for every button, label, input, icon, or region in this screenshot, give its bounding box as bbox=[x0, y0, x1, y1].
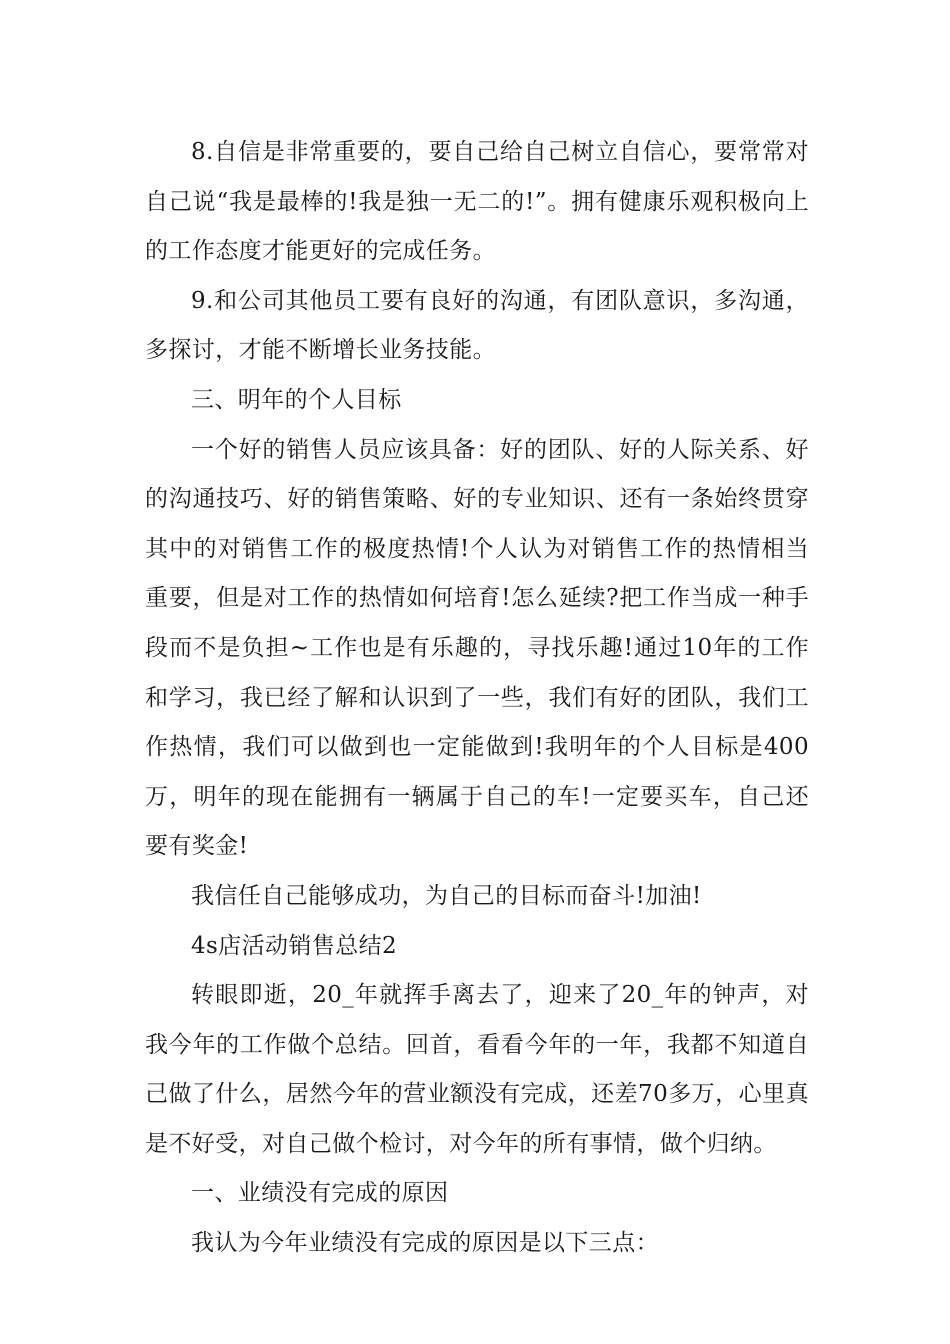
paragraph-sales-qualities: 一个好的销售人员应该具备：好的团队、好的人际关系、好的沟通技巧、好的销售策略、好的专业知识、还有一条始终贯穿其中的对销售工作的极度热情!个人认为对销售工作的热情相当重要，但是对工作的热情如何培育!怎么延续?把工作当成一种手段而不是负担~工作也是有乐趣的，寻找乐趣!通过10年的工作和学习，我已经了解和认识到了一些，我们有好的团队，我们工作热情，我们可以做到也一定能做到!我明年的个人目标是400万，明年的现在能拥有一辆属于自己的车!一定要买车，自己还要有奖金! bbox=[145, 436, 809, 860]
paragraph-communication: 9.和公司其他员工要有良好的沟通，有团队意识，多沟通，多探讨，才能不断增长业务技能。 bbox=[145, 287, 809, 364]
section-heading-next-year-goals: 三、明年的个人目标 bbox=[191, 386, 402, 413]
paragraph-belief: 我信任自己能够成功，为自己的目标而奋斗!加油! bbox=[191, 882, 702, 909]
paragraph-year-review: 转眼即逝，20_年就挥手离去了，迎来了20_年的钟声，对我今年的工作做个总结。回首，看看今年的一年，我都不知道自己做了什么，居然今年的营业额没有完成，还差70多万，心里真是不好受，对自己做个检讨，对今年的所有事情，做个归纳。 bbox=[145, 982, 809, 1157]
paragraph-three-reasons: 我认为今年业绩没有完成的原因是以下三点： bbox=[191, 1230, 659, 1257]
section-heading-performance-reasons: 一、业绩没有完成的原因 bbox=[191, 1180, 449, 1207]
document-body bbox=[145, 128, 809, 1269]
document-subtitle: 4s店活动销售总结2 bbox=[191, 932, 398, 959]
paragraph-self-confidence: 8.自信是非常重要的，要自己给自己树立自信心，要常常对自己说“我是最棒的!我是独一无二的!”。拥有健康乐观积极向上的工作态度才能更好的完成任务。 bbox=[145, 139, 809, 265]
